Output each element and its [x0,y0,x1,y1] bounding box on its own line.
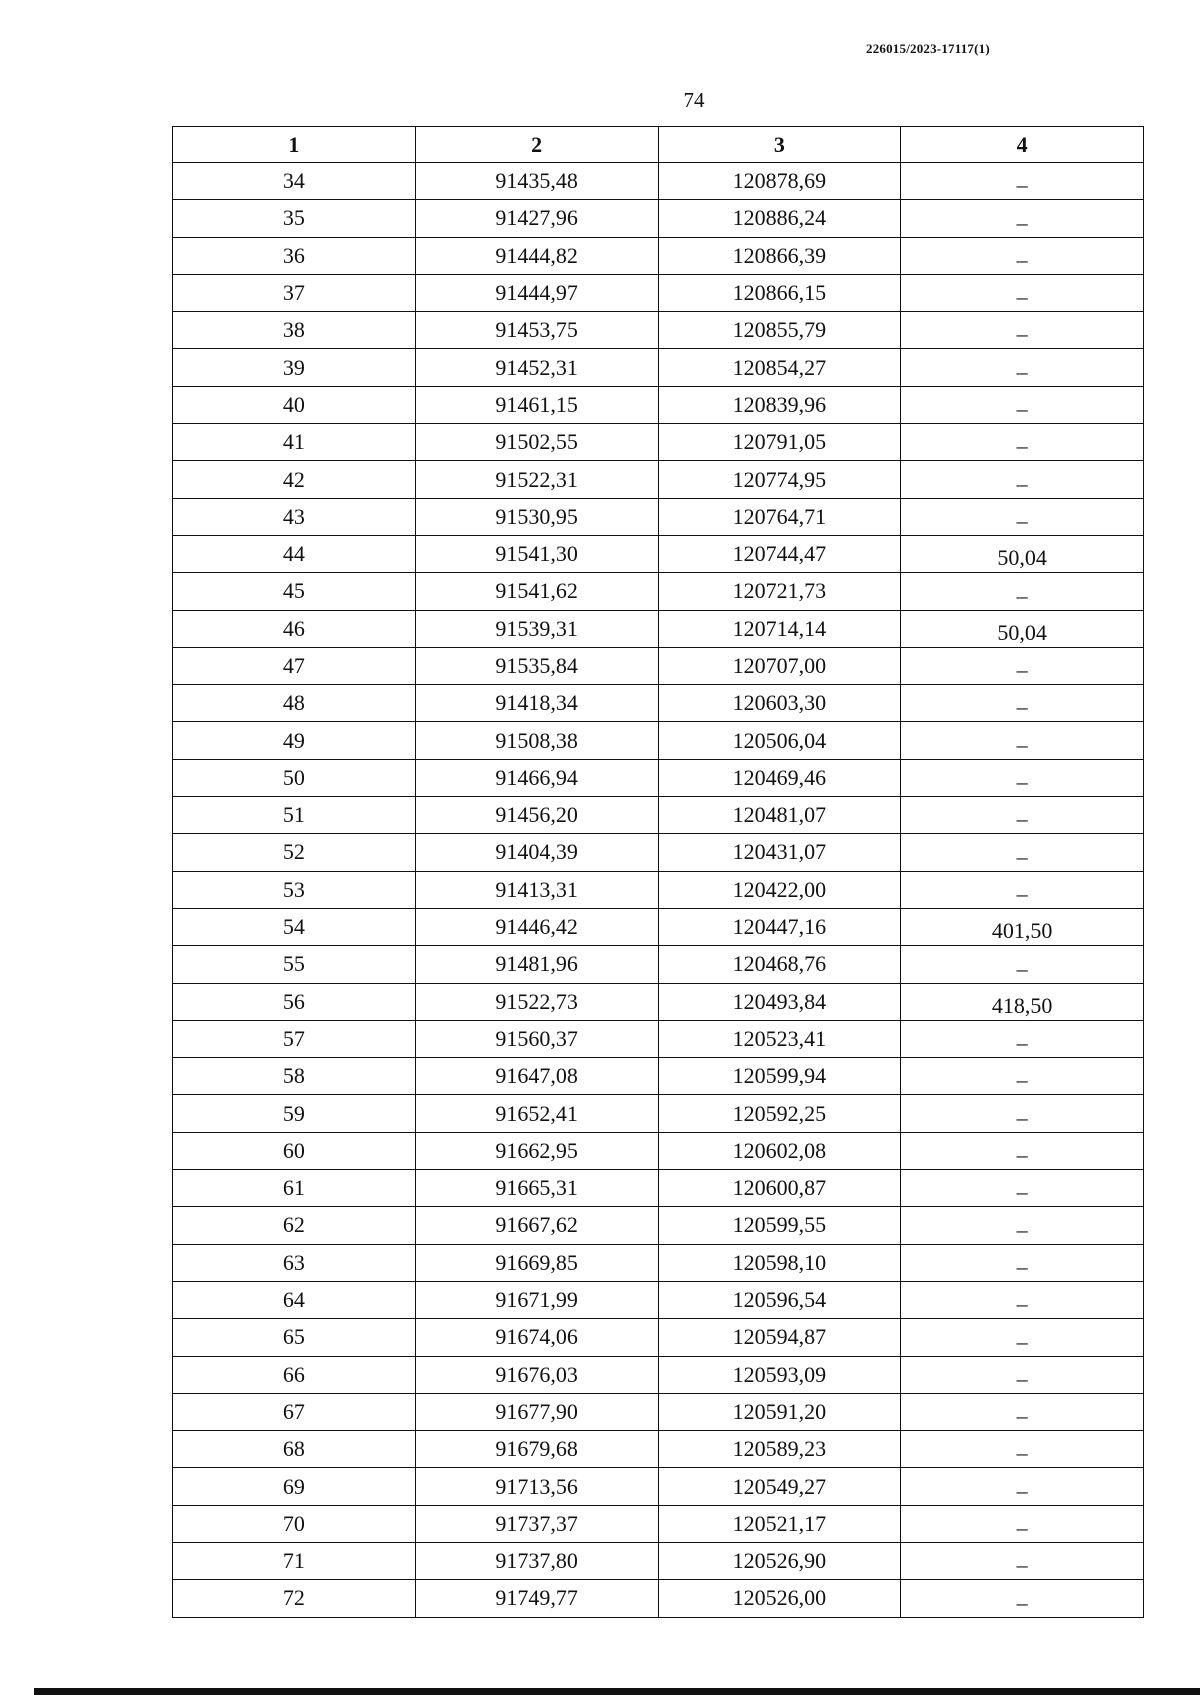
table-cell-col-1: 36 [173,237,416,274]
table-cell-col-2: 91539,31 [415,610,658,647]
table-row [173,1020,1144,1057]
table-cell-col-3: 120526,90 [658,1542,901,1579]
table-cell-col-2: 91530,95 [415,498,658,535]
table-cell-col-4: – [901,722,1144,759]
table-cell-col-3: 120764,71 [658,498,901,535]
table-cell-col-3: 120506,04 [658,722,901,759]
table-cell-col-1: 42 [173,461,416,498]
table-cell-col-2: 91456,20 [415,797,658,834]
table-cell-col-2: 91671,99 [415,1281,658,1318]
table-row [173,1207,1144,1244]
table-cell-col-3: 120721,73 [658,573,901,610]
table-cell-col-4: – [901,1319,1144,1356]
table-cell-col-1: 38 [173,312,416,349]
table-cell-col-2: 91652,41 [415,1095,658,1132]
table-cell-col-1: 65 [173,1319,416,1356]
table-cell-col-1: 70 [173,1505,416,1542]
table-row [173,797,1144,834]
table-row [173,1319,1144,1356]
table-cell-col-1: 61 [173,1170,416,1207]
column-header-3: 3 [658,127,901,163]
table-row [173,983,1144,1020]
table-cell-col-4: – [901,1020,1144,1057]
table-row [173,908,1144,945]
table-cell-col-1: 53 [173,871,416,908]
table-cell-col-2: 91647,08 [415,1058,658,1095]
table-cell-col-2: 91541,30 [415,535,658,572]
table-cell-col-3: 120791,05 [658,424,901,461]
table-cell-col-3: 120493,84 [658,983,901,1020]
table-cell-col-1: 48 [173,685,416,722]
page-number: 74 [683,88,705,112]
table-cell-col-1: 46 [173,610,416,647]
table-cell-col-2: 91481,96 [415,946,658,983]
table-row [173,1505,1144,1542]
table-cell-col-1: 50 [173,759,416,796]
column-header-1: 1 [173,127,416,163]
table-cell-col-4: – [901,1468,1144,1505]
table-cell-col-2: 91677,90 [415,1393,658,1430]
table-cell-col-4: – [901,163,1144,200]
table-cell-col-2: 91404,39 [415,834,658,871]
table-row [173,1542,1144,1579]
table-cell-col-2: 91676,03 [415,1356,658,1393]
table-cell-col-1: 66 [173,1356,416,1393]
table-cell-col-4: – [901,1058,1144,1095]
table-row [173,424,1144,461]
table-cell-col-2: 91466,94 [415,759,658,796]
table-row [173,461,1144,498]
table-cell-col-3: 120447,16 [658,908,901,945]
scan-edge-bar [34,1688,1200,1695]
table-cell-col-1: 63 [173,1244,416,1281]
table-row [173,237,1144,274]
table-cell-col-3: 120774,95 [658,461,901,498]
table-cell-col-1: 59 [173,1095,416,1132]
table-row [173,871,1144,908]
table-cell-col-2: 91427,96 [415,200,658,237]
column-header-4: 4 [901,127,1144,163]
table-cell-col-4: – [901,946,1144,983]
table-cell-col-2: 91508,38 [415,722,658,759]
table-cell-col-4: – [901,1132,1144,1169]
table-cell-col-3: 120600,87 [658,1170,901,1207]
table-cell-col-1: 52 [173,834,416,871]
table-cell-col-2: 91713,56 [415,1468,658,1505]
table-row [173,685,1144,722]
table-cell-col-4: – [901,1207,1144,1244]
table-cell-col-2: 91461,15 [415,386,658,423]
table-cell-col-3: 120521,17 [658,1505,901,1542]
table-cell-col-4: – [901,274,1144,311]
table-row [173,163,1144,200]
table-cell-col-4: – [901,871,1144,908]
table-cell-col-4: 50,04 [901,535,1144,572]
table-cell-col-2: 91418,34 [415,685,658,722]
table-cell-col-2: 91667,62 [415,1207,658,1244]
table-cell-col-4: – [901,1431,1144,1468]
table-cell-col-3: 120523,41 [658,1020,901,1057]
table-cell-col-2: 91435,48 [415,163,658,200]
table-cell-col-3: 120603,30 [658,685,901,722]
table-cell-col-2: 91446,42 [415,908,658,945]
coordinates-table [172,126,1144,1618]
table-cell-col-4: – [901,1281,1144,1318]
table-cell-col-1: 72 [173,1580,416,1617]
table-cell-col-1: 41 [173,424,416,461]
table-cell-col-4: – [901,1170,1144,1207]
table-cell-col-3: 120589,23 [658,1431,901,1468]
table-cell-col-2: 91453,75 [415,312,658,349]
table-cell-col-2: 91665,31 [415,1170,658,1207]
table-cell-col-1: 39 [173,349,416,386]
table-row [173,1468,1144,1505]
table-cell-col-1: 35 [173,200,416,237]
table-cell-col-4: – [901,573,1144,610]
table-row [173,834,1144,871]
table-cell-col-4: – [901,349,1144,386]
table-cell-col-1: 54 [173,908,416,945]
table-row [173,1244,1144,1281]
table-cell-col-4: – [901,312,1144,349]
table-cell-col-3: 120602,08 [658,1132,901,1169]
table-cell-col-1: 67 [173,1393,416,1430]
table-row [173,274,1144,311]
table-row [173,1393,1144,1430]
table-row [173,498,1144,535]
table-cell-col-3: 120481,07 [658,797,901,834]
table-header-row [173,127,1144,163]
table-cell-col-3: 120855,79 [658,312,901,349]
table-cell-col-2: 91444,97 [415,274,658,311]
table-cell-col-3: 120886,24 [658,200,901,237]
table-cell-col-1: 37 [173,274,416,311]
table-cell-col-3: 120592,25 [658,1095,901,1132]
table-row [173,1281,1144,1318]
table-cell-col-1: 45 [173,573,416,610]
document-reference: 226015/2023-17117(1) [866,41,990,56]
table-cell-col-2: 91522,73 [415,983,658,1020]
table-cell-col-1: 71 [173,1542,416,1579]
table-cell-col-2: 91535,84 [415,647,658,684]
table-cell-col-2: 91413,31 [415,871,658,908]
table-cell-col-1: 49 [173,722,416,759]
table-cell-col-2: 91737,37 [415,1505,658,1542]
table-row [173,1170,1144,1207]
table-cell-col-3: 120526,00 [658,1580,901,1617]
table-cell-col-3: 120744,47 [658,535,901,572]
table-cell-col-1: 51 [173,797,416,834]
table-row [173,1095,1144,1132]
table-cell-col-3: 120469,46 [658,759,901,796]
table-cell-col-3: 120422,00 [658,871,901,908]
table-cell-col-1: 44 [173,535,416,572]
table-cell-col-4: – [901,498,1144,535]
table-row [173,610,1144,647]
table-cell-col-3: 120431,07 [658,834,901,871]
table-cell-col-1: 62 [173,1207,416,1244]
table-cell-col-4: – [901,685,1144,722]
table-cell-col-4: – [901,1244,1144,1281]
table-row [173,312,1144,349]
table-row [173,722,1144,759]
table-cell-col-4: – [901,237,1144,274]
table-cell-col-2: 91679,68 [415,1431,658,1468]
table-cell-col-2: 91749,77 [415,1580,658,1617]
table-cell-col-2: 91560,37 [415,1020,658,1057]
table-cell-col-1: 34 [173,163,416,200]
table-row [173,759,1144,796]
table-cell-col-4: – [901,461,1144,498]
table-cell-col-1: 60 [173,1132,416,1169]
table-cell-col-2: 91662,95 [415,1132,658,1169]
table-cell-col-4: – [901,200,1144,237]
table-cell-col-4: – [901,386,1144,423]
table-body [173,163,1144,1618]
table-cell-col-3: 120549,27 [658,1468,901,1505]
table-cell-col-2: 91669,85 [415,1244,658,1281]
table-cell-col-4: – [901,1580,1144,1617]
table-cell-col-1: 68 [173,1431,416,1468]
table-cell-col-1: 40 [173,386,416,423]
table-cell-col-3: 120593,09 [658,1356,901,1393]
table-row [173,386,1144,423]
table-cell-col-4: – [901,424,1144,461]
table-cell-col-2: 91737,80 [415,1542,658,1579]
table-cell-col-3: 120714,14 [658,610,901,647]
table-cell-col-3: 120596,54 [658,1281,901,1318]
table-row [173,1132,1144,1169]
table-cell-col-2: 91452,31 [415,349,658,386]
table-cell-col-1: 69 [173,1468,416,1505]
table-row [173,1058,1144,1095]
table-cell-col-1: 58 [173,1058,416,1095]
table-row [173,200,1144,237]
table-cell-col-4: – [901,1356,1144,1393]
table-cell-col-3: 120839,96 [658,386,901,423]
table-row [173,1356,1144,1393]
table-cell-col-4: – [901,1095,1144,1132]
table-cell-col-3: 120707,00 [658,647,901,684]
table-cell-col-4: 401,50 [901,908,1144,945]
table-cell-col-4: – [901,797,1144,834]
table-cell-col-3: 120468,76 [658,946,901,983]
table-cell-col-4: – [901,1505,1144,1542]
table-cell-col-1: 56 [173,983,416,1020]
table-row [173,647,1144,684]
table-cell-col-2: 91674,06 [415,1319,658,1356]
table-row [173,946,1144,983]
table-cell-col-1: 57 [173,1020,416,1057]
table-cell-col-3: 120599,55 [658,1207,901,1244]
table-cell-col-4: – [901,759,1144,796]
table-row [173,1580,1144,1617]
column-header-2: 2 [415,127,658,163]
table-cell-col-4: – [901,1393,1144,1430]
table-cell-col-2: 91444,82 [415,237,658,274]
table-cell-col-2: 91502,55 [415,424,658,461]
table-cell-col-3: 120854,27 [658,349,901,386]
table-cell-col-3: 120866,39 [658,237,901,274]
table-cell-col-3: 120598,10 [658,1244,901,1281]
table-cell-col-1: 55 [173,946,416,983]
table-cell-col-4: – [901,834,1144,871]
table-row [173,1431,1144,1468]
table-cell-col-3: 120866,15 [658,274,901,311]
table-cell-col-2: 91541,62 [415,573,658,610]
table-cell-col-4: – [901,647,1144,684]
table-row [173,349,1144,386]
table-cell-col-4: 50,04 [901,610,1144,647]
table-cell-col-4: – [901,1542,1144,1579]
table-cell-col-3: 120878,69 [658,163,901,200]
table-cell-col-1: 43 [173,498,416,535]
table-cell-col-4: 418,50 [901,983,1144,1020]
table-row [173,535,1144,572]
table-cell-col-3: 120591,20 [658,1393,901,1430]
table-cell-col-3: 120594,87 [658,1319,901,1356]
table-row [173,573,1144,610]
table-cell-col-2: 91522,31 [415,461,658,498]
table-header [173,127,1144,163]
table-cell-col-1: 64 [173,1281,416,1318]
table-cell-col-3: 120599,94 [658,1058,901,1095]
table-cell-col-1: 47 [173,647,416,684]
